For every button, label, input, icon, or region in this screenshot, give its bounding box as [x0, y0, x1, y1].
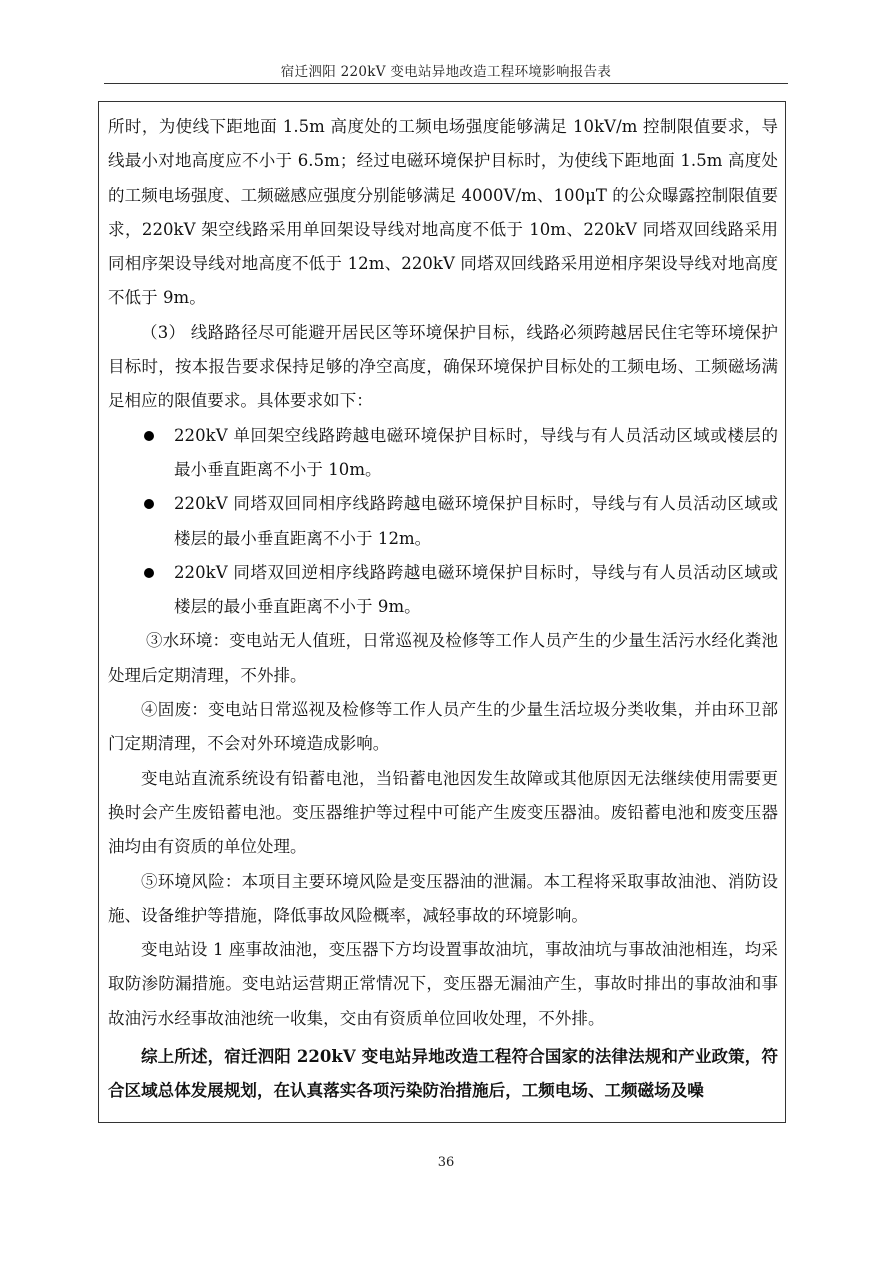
bullet-text-single-circuit: 220kV 单回架空线路跨越电磁环境保护目标时，导线与有人员活动区域或楼层的最小垂直距离不小于 10m。 [174, 425, 778, 479]
bullet-text-reverse-phase: 220kV 同塔双回逆相序线路跨越电磁环境保护目标时，导线与有人员活动区域或楼层的最小垂直距离不小于 9m。 [174, 562, 778, 617]
paragraph-solid-waste: ④固废：变电站日常巡视及检修等工作人员产生的少量生活垃圾分类收集，并由环卫部门定期清理，不会对外环境造成影响。 [108, 700, 778, 754]
paragraph-oil-pit: 变电站设 1 座事故油池，变压器下方均设置事故油坑，事故油坑与事故油池相连，均采取防渗防漏措施。变电站运营期正常情况下，变压器无漏油产生，事故时排出的事故油和事故油污水经事故油池统一收集，交由有资质单位回收处理，不外排。 [108, 940, 778, 1028]
bullet-icon [144, 431, 154, 441]
bullet-icon [144, 568, 154, 578]
paragraph-route-avoidance: （3） 线路路径尽可能避开居民区等环境保护目标，线路必须跨越居民住宅等环境保护目标时，按本报告要求保持足够的净空高度，确保环境保护目标处的工频电场、工频磁场满足相应的限值要求。具体要求如下： [108, 322, 778, 411]
paragraph-lead-battery: 变电站直流系统设有铅蓄电池，当铅蓄电池因发生故障或其他原因无法继续使用需要更换时会产生废铅蓄电池。变压器维护等过程中可能产生废变压器油。废铅蓄电池和废变压器油均由有资质的单位处理。 [108, 768, 778, 857]
header-divider [104, 83, 788, 84]
paragraph-line-height-requirements: 所时，为使线下距地面 1.5m 高度处的工频电场强度能够满足 10kV/m 控制限值要求，导线最小对地高度应不小于 6.5m；经过电磁环境保护目标时，为使线下距地面 1.5m 高度处的工频电场强度、工频磁感应强度分别能够满足 4000V/m、100μT 的公众曝露控制限值要求，220kV 架空线路采用单回架设导线对地高度不低于 10m、220kV 同塔双回线路采用同相序架设导线对地高度不低于 12m、220kV 同塔双回线路采用逆相序架设导线对地高度不低于 9m。 [108, 117, 778, 308]
list-item [108, 487, 778, 556]
list-item [108, 419, 778, 488]
page-header-title: 宿迁泗阳 220kV 变电站异地改造工程环境影响报告表 [280, 64, 612, 80]
bullet-icon [144, 499, 154, 509]
paragraph-environmental-risk: ⑤环境风险：本项目主要环境风险是变压器油的泄漏。本工程将采取事故油池、消防设施、设备维护等措施，降低事故风险概率，减轻事故的环境影响。 [108, 871, 778, 925]
document-body [108, 110, 778, 1109]
bullet-text-same-phase: 220kV 同塔双回同相序线路跨越电磁环境保护目标时，导线与有人员活动区域或楼层的最小垂直距离不小于 12m。 [174, 494, 778, 548]
list-item [108, 556, 778, 625]
paragraph-conclusion: 综上所述，宿迁泗阳 220kV 变电站异地改造工程符合国家的法律法规和产业政策，符合区域总体发展规划，在认真落实各项污染防治措施后，工频电场、工频磁场及噪 [108, 1047, 778, 1101]
paragraph-water-environment: ③水环境：变电站无人值班，日常巡视及检修等工作人员产生的少量生活污水经化粪池处理后定期清理，不外排。 [108, 631, 778, 685]
page-number: 36 [437, 1155, 455, 1170]
